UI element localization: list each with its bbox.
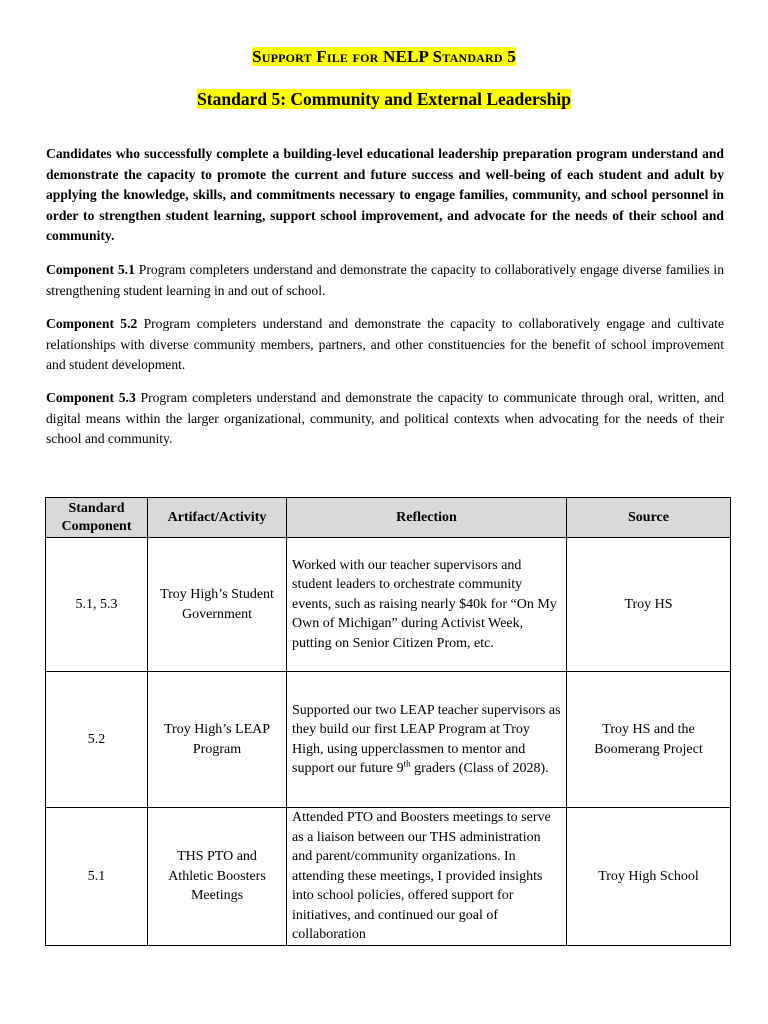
component-text: Program completers understand and demonstrate the capacity to collaboratively engage diverse families in strengthening student learning in and out of school. [46, 262, 724, 298]
artifact-table [45, 497, 731, 946]
cell-artifact: THS PTO and Athletic Boosters Meetings [148, 808, 287, 946]
cell-reflection: Worked with our teacher supervisors and student leaders to orchestrate community events, such as raising nearly $40k for “On My Own of Michigan” during Activist Week, putting on Senior Citizen Prom, etc. [287, 538, 567, 672]
header-standard-component: Standard Component [46, 498, 148, 538]
cell-reflection [287, 672, 567, 808]
cell-component: 5.2 [46, 672, 148, 808]
table-row [46, 808, 731, 946]
cell-source: Troy HS [567, 538, 731, 672]
standard-title-text: Standard 5: Community and External Leadership [197, 89, 571, 109]
reflection-text-b: graders (Class of 2028). [410, 761, 549, 776]
standard-intro: Candidates who successfully complete a building-level educational leadership preparation program understand and demonstrate the capacity to promote the current and future success and well-being of each student and adult by applying the knowledge, skills, and commitments necessary to engage families, community, and school personnel in order to strengthen student learning, support school improvement, and advocate for the needs of their school and community. [46, 146, 724, 244]
document-title-text: Support File for NELP Standard 5 [252, 47, 516, 66]
document-title [0, 47, 768, 67]
table-row [46, 538, 731, 672]
cell-artifact: Troy High’s LEAP Program [148, 672, 287, 808]
component-label: Component 5.2 [46, 316, 138, 331]
component-text: Program completers understand and demonstrate the capacity to communicate through oral, written, and digital means within the larger organizational, community, and political contexts when advocating for the needs of their school and community. [46, 390, 724, 447]
cell-reflection: Attended PTO and Boosters meetings to serve as a liaison between our THS administration and parent/community organizations. In attending these meetings, I provided insights into school policies, offered support for initiatives, and continued our goal of collaboration [287, 808, 567, 946]
cell-source: Troy HS and the Boomerang Project [567, 672, 731, 808]
ordinal-suffix: th [403, 758, 411, 769]
header-reflection: Reflection [287, 498, 567, 538]
cell-artifact: Troy High’s Student Government [148, 538, 287, 672]
reflection-text-a: Supported our two LEAP teacher supervisors as they build our first LEAP Program at Troy High, using upperclassmen to mentor and support our future 9 [292, 702, 561, 776]
standard-title [0, 89, 768, 110]
component-5-1 [46, 260, 724, 301]
cell-source: Troy High School [567, 808, 731, 946]
header-artifact-activity: Artifact/Activity [148, 498, 287, 538]
component-5-3 [46, 388, 724, 450]
cell-component: 5.1, 5.3 [46, 538, 148, 672]
component-5-2 [46, 314, 724, 376]
cell-component: 5.1 [46, 808, 148, 946]
header-source: Source [567, 498, 731, 538]
table-row [46, 672, 731, 808]
component-text: Program completers understand and demonstrate the capacity to collaboratively engage and cultivate relationships with diverse community members, partners, and other constituencies for the benefit of school improvement and student development. [46, 316, 724, 373]
table-header-row [46, 498, 731, 538]
component-label: Component 5.3 [46, 390, 136, 405]
component-label: Component 5.1 [46, 262, 135, 277]
